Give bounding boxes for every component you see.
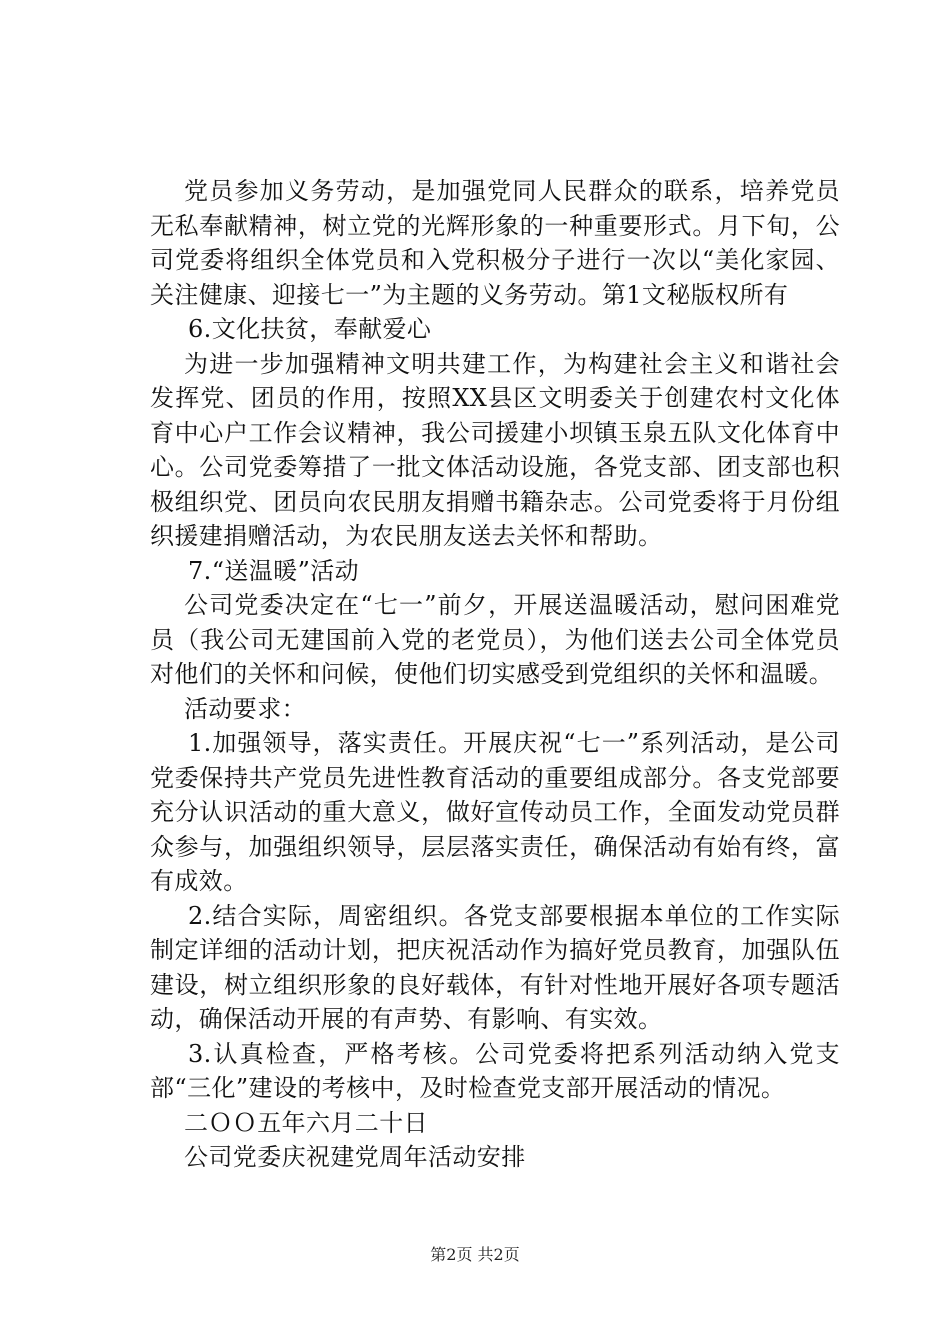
heading-item-7: 7.“送温暖”活动 xyxy=(188,556,360,585)
paragraph-cultural-aid: 为进一步加强精神文明共建工作，为构建社会主义和谐社会发挥党、团员的作用，按照XX县区文明委关于创建农村文化体育中心户工作会议精神，我公司援建小坝镇玉泉五队文化体育中心。公司党委筹措了一批文体活动设施，各党支部、团支部也积极组织党、团员向农民朋友捐赠书籍杂志。公司党委将于月份组织援建捐赠活动，为农民朋友送去关怀和帮助。 xyxy=(150,349,840,550)
document-date: 二ＯＯ五年六月二十日 xyxy=(184,1108,428,1137)
requirement-item-3: 3.认真检查，严格考核。公司党委将把系列活动纳入党支部“三化”建设的考核中，及时检查党支部开展活动的情况。 xyxy=(150,1039,840,1102)
page-footer: 第2页 共2页 xyxy=(430,1245,520,1264)
paragraph-send-warmth: 公司党委决定在“七一”前夕，开展送温暖活动，慰问困难党员（我公司无建国前入党的老党员），为他们送去公司全体党员对他们的关怀和问候，使他们切实感受到党组织的关怀和温暖。 xyxy=(150,591,840,688)
requirement-item-2: 2.结合实际，周密组织。各党支部要根据本单位的工作实际制定详细的活动计划，把庆祝活动作为搞好党员教育，加强队伍建设，树立组织形象的良好载体，有针对性地开展好各项专题活动，确保活动开展的有声势、有影响、有实效。 xyxy=(150,901,840,1033)
requirement-item-1: 1.加强领导，落实责任。开展庆祝“七一”系列活动，是公司党委保持共产党员先进性教育活动的重要组成部分。各支党部要充分认识活动的重大意义，做好宣传动员工作，全面发动党员群众参与，加强组织领导，层层落实责任，确保活动有始有终，富有成效。 xyxy=(150,729,840,895)
paragraph-voluntary-labor: 党员参加义务劳动，是加强党同人民群众的联系，培养党员无私奉献精神，树立党的光辉形象的一种重要形式。月下旬，公司党委将组织全体党员和入党积极分子进行一次以“美化家园、关注健康、迎接七一”为主题的义务劳动。第1文秘版权所有 xyxy=(150,177,840,309)
heading-item-6: 6.文化扶贫，奉献爱心 xyxy=(188,315,432,343)
heading-requirements: 活动要求： xyxy=(184,694,306,723)
next-document-title: 公司党委庆祝建党周年活动安排 xyxy=(184,1143,526,1171)
document-body xyxy=(150,174,840,1175)
